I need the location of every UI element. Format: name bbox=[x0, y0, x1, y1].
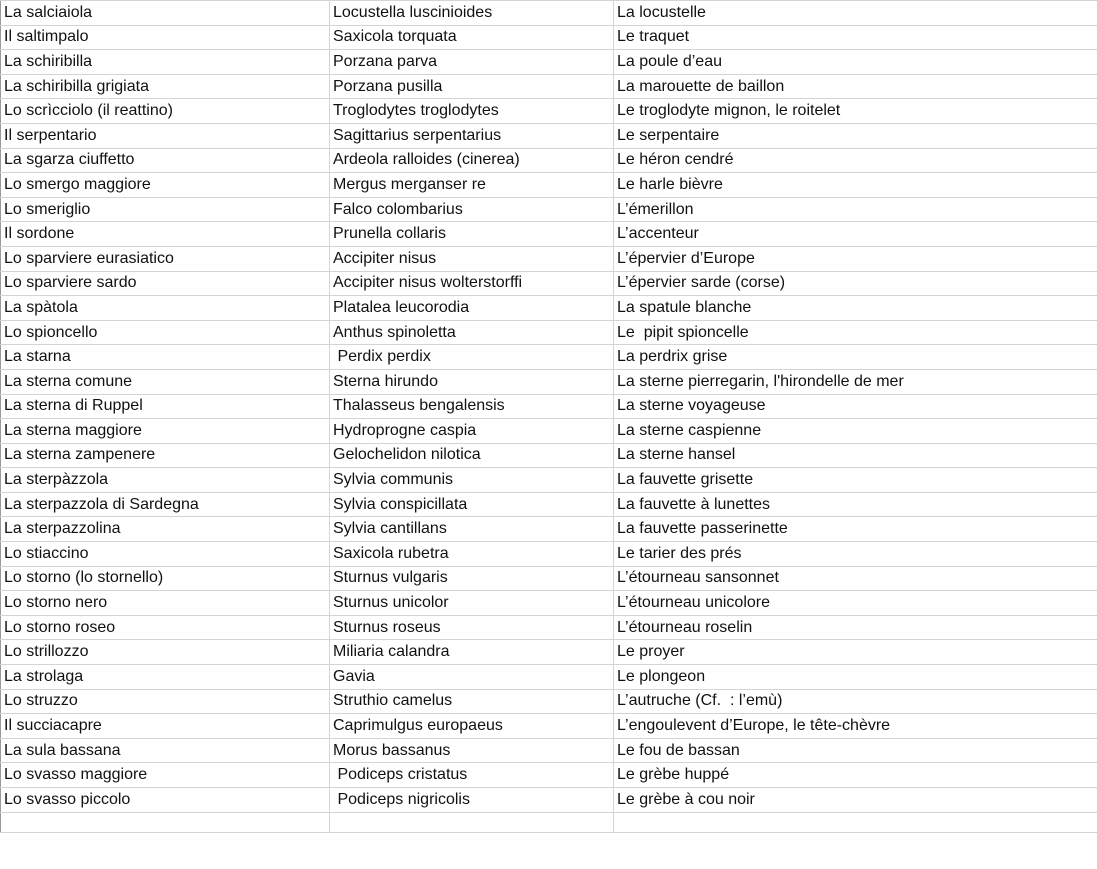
latin-name-cell[interactable]: Prunella collaris bbox=[330, 222, 614, 247]
table-row bbox=[1, 615, 1097, 640]
latin-name-cell[interactable]: Perdix perdix bbox=[330, 345, 614, 370]
latin-name-cell[interactable]: Ardeola ralloides (cinerea) bbox=[330, 148, 614, 173]
latin-name-cell[interactable]: Miliaria calandra bbox=[330, 640, 614, 665]
italian-name-cell[interactable]: Lo storno nero bbox=[1, 591, 330, 616]
french-name-cell[interactable]: Le serpentaire bbox=[614, 123, 1097, 148]
latin-name-cell[interactable]: Gelochelidon nilotica bbox=[330, 443, 614, 468]
table-row bbox=[1, 197, 1097, 222]
latin-name-cell[interactable]: Porzana pusilla bbox=[330, 74, 614, 99]
table-row bbox=[1, 50, 1097, 75]
french-name-cell[interactable]: L’engoulevent d’Europe, le tête-chèvre bbox=[614, 714, 1097, 739]
table-row bbox=[1, 492, 1097, 517]
french-name-cell[interactable]: La fauvette grisette bbox=[614, 468, 1097, 493]
italian-name-cell[interactable]: La sterpazzolina bbox=[1, 517, 330, 542]
french-name-cell[interactable]: La sterne caspienne bbox=[614, 419, 1097, 444]
latin-name-cell[interactable]: Podiceps cristatus bbox=[330, 763, 614, 788]
table-row bbox=[1, 222, 1097, 247]
french-name-cell[interactable]: Le grèbe à cou noir bbox=[614, 788, 1097, 813]
latin-name-cell[interactable]: Troglodytes troglodytes bbox=[330, 99, 614, 124]
table-row bbox=[1, 345, 1097, 370]
latin-name-cell[interactable]: Sylvia communis bbox=[330, 468, 614, 493]
latin-name-cell[interactable]: Sterna hirundo bbox=[330, 369, 614, 394]
table-row bbox=[1, 443, 1097, 468]
italian-name-cell[interactable]: La spàtola bbox=[1, 296, 330, 321]
table-row bbox=[1, 99, 1097, 124]
french-name-cell[interactable]: La poule d’eau bbox=[614, 50, 1097, 75]
italian-name-cell[interactable] bbox=[1, 812, 330, 832]
italian-name-cell[interactable]: Lo struzzo bbox=[1, 689, 330, 714]
french-name-cell[interactable]: Le plongeon bbox=[614, 665, 1097, 690]
latin-name-cell[interactable]: Sylvia cantillans bbox=[330, 517, 614, 542]
italian-name-cell[interactable]: La sgarza ciuffetto bbox=[1, 148, 330, 173]
french-name-cell[interactable]: L’étourneau sansonnet bbox=[614, 566, 1097, 591]
table-row bbox=[1, 714, 1097, 739]
table-row bbox=[1, 271, 1097, 296]
latin-name-cell[interactable]: Hydroprogne caspia bbox=[330, 419, 614, 444]
latin-name-cell[interactable]: Morus bassanus bbox=[330, 738, 614, 763]
table-row bbox=[1, 738, 1097, 763]
french-name-cell[interactable]: La fauvette passerinette bbox=[614, 517, 1097, 542]
table-row bbox=[1, 25, 1097, 50]
italian-name-cell[interactable]: La starna bbox=[1, 345, 330, 370]
french-name-cell[interactable]: Le fou de bassan bbox=[614, 738, 1097, 763]
french-name-cell[interactable]: Le pipit spioncelle bbox=[614, 320, 1097, 345]
latin-name-cell[interactable]: Sturnus roseus bbox=[330, 615, 614, 640]
latin-name-cell[interactable]: Falco colombarius bbox=[330, 197, 614, 222]
italian-name-cell[interactable]: Lo strillozzo bbox=[1, 640, 330, 665]
italian-name-cell[interactable]: La sterpàzzola bbox=[1, 468, 330, 493]
italian-name-cell[interactable]: La sterna di Ruppel bbox=[1, 394, 330, 419]
french-name-cell[interactable]: La perdrix grise bbox=[614, 345, 1097, 370]
latin-name-cell[interactable]: Sturnus unicolor bbox=[330, 591, 614, 616]
french-name-cell[interactable]: L’émerillon bbox=[614, 197, 1097, 222]
italian-name-cell[interactable]: La salciaiola bbox=[1, 1, 330, 26]
table-row bbox=[1, 542, 1097, 567]
table-row bbox=[1, 812, 1097, 832]
italian-name-cell[interactable]: Lo storno roseo bbox=[1, 615, 330, 640]
table-row bbox=[1, 123, 1097, 148]
latin-name-cell[interactable]: Caprimulgus europaeus bbox=[330, 714, 614, 739]
latin-name-cell[interactable]: Thalasseus bengalensis bbox=[330, 394, 614, 419]
french-name-cell[interactable]: Le traquet bbox=[614, 25, 1097, 50]
french-name-cell[interactable]: La sterne pierregarin, l'hirondelle de mer bbox=[614, 369, 1097, 394]
french-name-cell[interactable]: La fauvette à lunettes bbox=[614, 492, 1097, 517]
italian-name-cell[interactable]: La sula bassana bbox=[1, 738, 330, 763]
italian-name-cell[interactable]: La sterna comune bbox=[1, 369, 330, 394]
french-name-cell[interactable]: Le tarier des prés bbox=[614, 542, 1097, 567]
italian-name-cell[interactable]: Lo spioncello bbox=[1, 320, 330, 345]
table-row bbox=[1, 566, 1097, 591]
italian-name-cell[interactable]: La schiribilla bbox=[1, 50, 330, 75]
italian-name-cell[interactable]: Lo scrìcciolo (il reattino) bbox=[1, 99, 330, 124]
french-name-cell[interactable]: L’étourneau roselin bbox=[614, 615, 1097, 640]
latin-name-cell[interactable] bbox=[330, 812, 614, 832]
latin-name-cell[interactable]: Accipiter nisus bbox=[330, 246, 614, 271]
french-name-cell[interactable]: La locustelle bbox=[614, 1, 1097, 26]
italian-name-cell[interactable]: Il saltimpalo bbox=[1, 25, 330, 50]
italian-name-cell[interactable]: Lo svasso maggiore bbox=[1, 763, 330, 788]
table-row bbox=[1, 591, 1097, 616]
french-name-cell[interactable]: Le héron cendré bbox=[614, 148, 1097, 173]
italian-name-cell[interactable]: Lo smeriglio bbox=[1, 197, 330, 222]
latin-name-cell[interactable]: Porzana parva bbox=[330, 50, 614, 75]
italian-name-cell[interactable]: Il serpentario bbox=[1, 123, 330, 148]
latin-name-cell[interactable]: Sylvia conspicillata bbox=[330, 492, 614, 517]
table-row bbox=[1, 369, 1097, 394]
latin-name-cell[interactable]: Podiceps nigricolis bbox=[330, 788, 614, 813]
table-row bbox=[1, 74, 1097, 99]
french-name-cell[interactable]: Le grèbe huppé bbox=[614, 763, 1097, 788]
french-name-cell[interactable]: L’épervier sarde (corse) bbox=[614, 271, 1097, 296]
table-row bbox=[1, 763, 1097, 788]
latin-name-cell[interactable]: Anthus spinoletta bbox=[330, 320, 614, 345]
table-row bbox=[1, 788, 1097, 813]
italian-name-cell[interactable]: Lo storno (lo stornello) bbox=[1, 566, 330, 591]
table-row bbox=[1, 320, 1097, 345]
table-row bbox=[1, 296, 1097, 321]
latin-name-cell[interactable]: Mergus merganser re bbox=[330, 173, 614, 198]
french-name-cell[interactable]: La sterne hansel bbox=[614, 443, 1097, 468]
table-row bbox=[1, 394, 1097, 419]
table-row bbox=[1, 468, 1097, 493]
table-row bbox=[1, 1, 1097, 26]
table-row bbox=[1, 517, 1097, 542]
table-row bbox=[1, 419, 1097, 444]
french-name-cell[interactable]: L’autruche (Cf. : l’emù) bbox=[614, 689, 1097, 714]
latin-name-cell[interactable]: Saxicola torquata bbox=[330, 25, 614, 50]
french-name-cell[interactable]: L’accenteur bbox=[614, 222, 1097, 247]
french-name-cell[interactable]: La spatule blanche bbox=[614, 296, 1097, 321]
table-row bbox=[1, 689, 1097, 714]
italian-name-cell[interactable]: La sterna maggiore bbox=[1, 419, 330, 444]
latin-name-cell[interactable]: Sturnus vulgaris bbox=[330, 566, 614, 591]
french-name-cell[interactable] bbox=[614, 812, 1097, 832]
italian-name-cell[interactable]: Il sordone bbox=[1, 222, 330, 247]
italian-name-cell[interactable]: La schiribilla grigiata bbox=[1, 74, 330, 99]
french-name-cell[interactable]: L’épervier d’Europe bbox=[614, 246, 1097, 271]
french-name-cell[interactable]: Le troglodyte mignon, le roitelet bbox=[614, 99, 1097, 124]
table-row bbox=[1, 640, 1097, 665]
italian-name-cell[interactable]: Lo svasso piccolo bbox=[1, 788, 330, 813]
italian-name-cell[interactable]: Il succiacapre bbox=[1, 714, 330, 739]
latin-name-cell[interactable]: Gavia bbox=[330, 665, 614, 690]
table-row bbox=[1, 246, 1097, 271]
french-name-cell[interactable]: Le proyer bbox=[614, 640, 1097, 665]
latin-name-cell[interactable]: Accipiter nisus wolterstorffi bbox=[330, 271, 614, 296]
italian-name-cell[interactable]: La strolaga bbox=[1, 665, 330, 690]
spreadsheet-body bbox=[1, 1, 1097, 833]
latin-name-cell[interactable]: Sagittarius serpentarius bbox=[330, 123, 614, 148]
table-row bbox=[1, 665, 1097, 690]
latin-name-cell[interactable]: Struthio camelus bbox=[330, 689, 614, 714]
french-name-cell[interactable]: La marouette de baillon bbox=[614, 74, 1097, 99]
italian-name-cell[interactable]: Lo sparviere sardo bbox=[1, 271, 330, 296]
italian-name-cell[interactable]: La sterna zampenere bbox=[1, 443, 330, 468]
italian-name-cell[interactable]: Lo smergo maggiore bbox=[1, 173, 330, 198]
italian-name-cell[interactable]: Lo sparviere eurasiatico bbox=[1, 246, 330, 271]
table-row bbox=[1, 173, 1097, 198]
latin-name-cell[interactable]: Saxicola rubetra bbox=[330, 542, 614, 567]
french-name-cell[interactable]: La sterne voyageuse bbox=[614, 394, 1097, 419]
french-name-cell[interactable]: L’étourneau unicolore bbox=[614, 591, 1097, 616]
french-name-cell[interactable]: Le harle bièvre bbox=[614, 173, 1097, 198]
latin-name-cell[interactable]: Locustella luscinioides bbox=[330, 1, 614, 26]
italian-name-cell[interactable]: Lo stiaccino bbox=[1, 542, 330, 567]
latin-name-cell[interactable]: Platalea leucorodia bbox=[330, 296, 614, 321]
table-row bbox=[1, 148, 1097, 173]
italian-name-cell[interactable]: La sterpazzola di Sardegna bbox=[1, 492, 330, 517]
